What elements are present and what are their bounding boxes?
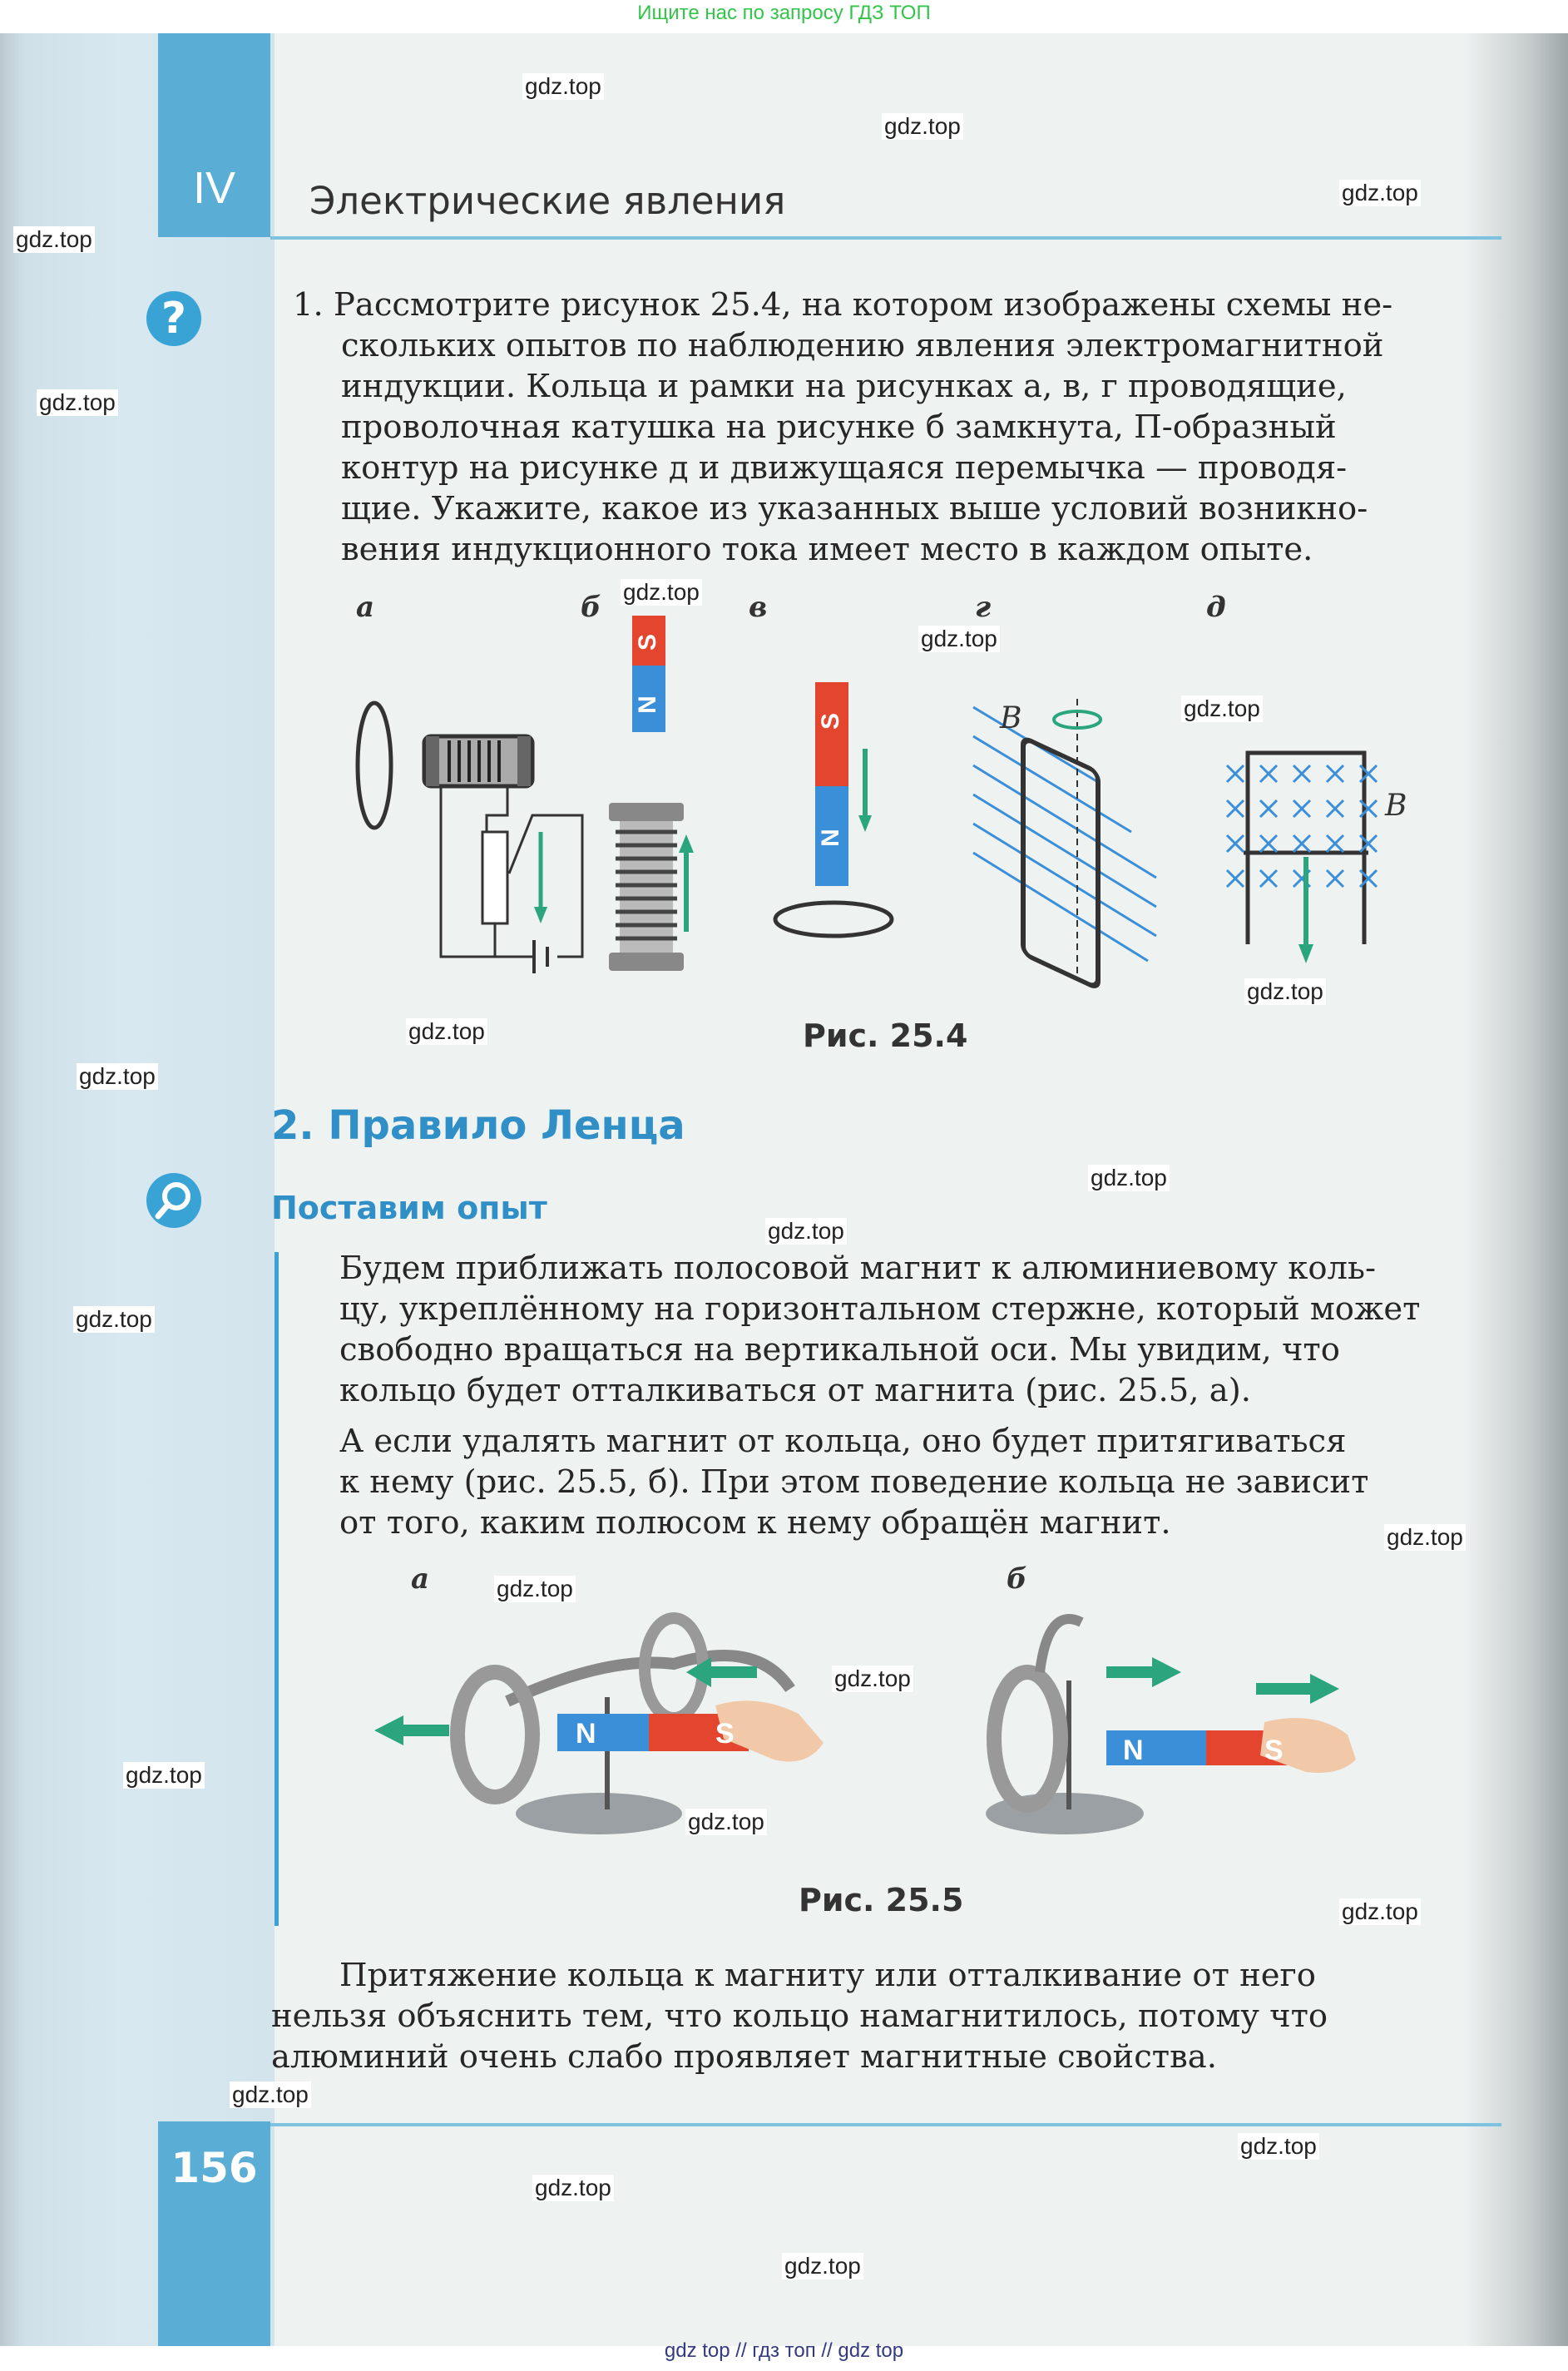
device-a (374, 1618, 824, 1834)
watermark: gdz.top (882, 113, 963, 140)
watermark: gdz.top (765, 1218, 847, 1245)
footer-divider (270, 2123, 1501, 2126)
magnet-n-label-b: N (1123, 1735, 1144, 1766)
figure-label-g: г (975, 591, 992, 624)
experiment-line: свободно вращаться на вертикальной оси. Мы увидим, что (339, 1331, 1340, 1369)
magnifier-icon (146, 1173, 201, 1228)
question-line: 1. Рассмотрите рисунок 25.4, на котором изображены схемы не- (293, 286, 1393, 324)
watermark: gdz.top (37, 389, 118, 416)
watermark: gdz.top (685, 1809, 767, 1835)
question-line: индукции. Кольца и рамки на рисунках а, в, г проводящие, (341, 368, 1347, 405)
bottom-banner: gdz top // гдз топ // gdz top (664, 2339, 904, 2362)
watermark: gdz.top (782, 2253, 863, 2279)
experiment-line: А если удалять магнит от кольца, оно будет притягиваться (339, 1423, 1347, 1460)
experiment-line: к нему (рис. 25.5, б). При этом поведение кольца не зависит (339, 1463, 1369, 1501)
watermark: gdz.top (832, 1666, 913, 1692)
question-line: проволочная катушка на рисунке б замкнута, П-образный (341, 408, 1337, 446)
question-text (293, 285, 1503, 570)
magnet-s-label: S (634, 633, 661, 651)
vector-b-label-d: B (1385, 789, 1407, 823)
figure-label-a: а (411, 1562, 430, 1596)
conclusion-line: Притяжение кольца к магниту или отталкивание от него (339, 1957, 1316, 1994)
experiment-line: от того, каким полюсом к нему обращён магнит. (339, 1504, 1171, 1542)
section-title: 2. Правило Ленца (271, 1102, 685, 1149)
watermark: gdz.top (1181, 695, 1263, 722)
figure-label-a: а (356, 591, 375, 624)
watermark: gdz.top (13, 226, 95, 253)
experiment-a (358, 703, 582, 973)
vector-b-label-g: B (1000, 701, 1022, 735)
experiment-line: Будем приближать полосовой магнит к алюминиевому коль- (339, 1250, 1376, 1287)
watermark: gdz.top (621, 579, 702, 606)
figure-25-5-drawing (358, 1556, 1397, 1913)
experiment-b (609, 616, 694, 971)
magnet-s-label-a: S (715, 1718, 735, 1750)
figure-label-v: в (749, 591, 768, 624)
subsection-title: Поставим опыт (271, 1190, 547, 1226)
magnet-n-label: N (634, 695, 661, 714)
question-line: щие. Укажите, какое из указанных выше условий возникно- (341, 490, 1368, 527)
watermark: gdz.top (230, 2081, 311, 2108)
top-banner: Ищите нас по запросу ГДЗ ТОП (637, 2, 931, 24)
experiment-line: кольцо будет отталкиваться от магнита (рис. 25.5, а). (339, 1372, 1251, 1409)
watermark: gdz.top (1244, 978, 1326, 1005)
watermark: gdz.top (123, 1762, 205, 1789)
watermark: gdz.top (918, 626, 1000, 652)
experiment-sidebar-line (275, 1252, 279, 1926)
conclusion-line: нельзя объяснить тем, что кольцо намагнитилось, потому что (271, 1997, 1328, 2035)
chapter-title: Электрические явления (309, 179, 786, 223)
watermark: gdz.top (406, 1018, 487, 1045)
question-icon: ? (146, 291, 201, 346)
left-margin-strip (0, 33, 275, 2346)
page-number: 156 (171, 2144, 258, 2192)
watermark: gdz.top (1384, 1524, 1466, 1551)
question-line: контур на рисунке д и движущаяся перемычка — проводя- (341, 449, 1348, 487)
watermark: gdz.top (532, 2175, 614, 2201)
magnet-s-label-b: S (1264, 1735, 1284, 1766)
header-divider (270, 236, 1501, 240)
figure-label-d: д (1206, 591, 1226, 624)
watermark: gdz.top (494, 1576, 576, 1602)
question-line: вения индукционного тока имеет место в каждом опыте. (341, 531, 1313, 568)
watermark: gdz.top (73, 1306, 155, 1333)
experiment-g (973, 707, 1156, 961)
experiment-line: цу, укреплённому на горизонтальном стержне, который может (339, 1290, 1421, 1328)
figure-label-b: б (1007, 1562, 1027, 1596)
experiment-paragraph-2 (339, 1421, 1504, 1543)
magnet-n-label-v: N (817, 829, 844, 847)
figure-25-4-caption: Рис. 25.4 (803, 1017, 968, 1054)
watermark: gdz.top (77, 1063, 158, 1090)
device-b (986, 1619, 1356, 1834)
magnet-s-label-v: S (817, 712, 844, 730)
question-line: скольких опытов по наблюдению явления электромагнитной (341, 327, 1384, 364)
watermark: gdz.top (1339, 180, 1421, 206)
figure-label-b: б (581, 591, 601, 624)
conclusion-paragraph (271, 1955, 1498, 2077)
watermark: gdz.top (522, 73, 604, 100)
watermark: gdz.top (1088, 1165, 1170, 1191)
chapter-number: IV (192, 163, 236, 213)
conclusion-line: алюминий очень слабо проявляет магнитные свойства. (271, 2038, 1217, 2076)
magnet-n-label-a: N (576, 1718, 596, 1750)
watermark: gdz.top (1339, 1898, 1421, 1925)
figure-25-5-caption: Рис. 25.5 (799, 1882, 964, 1918)
watermark: gdz.top (1238, 2133, 1319, 2160)
experiment-paragraph-1 (339, 1248, 1504, 1411)
